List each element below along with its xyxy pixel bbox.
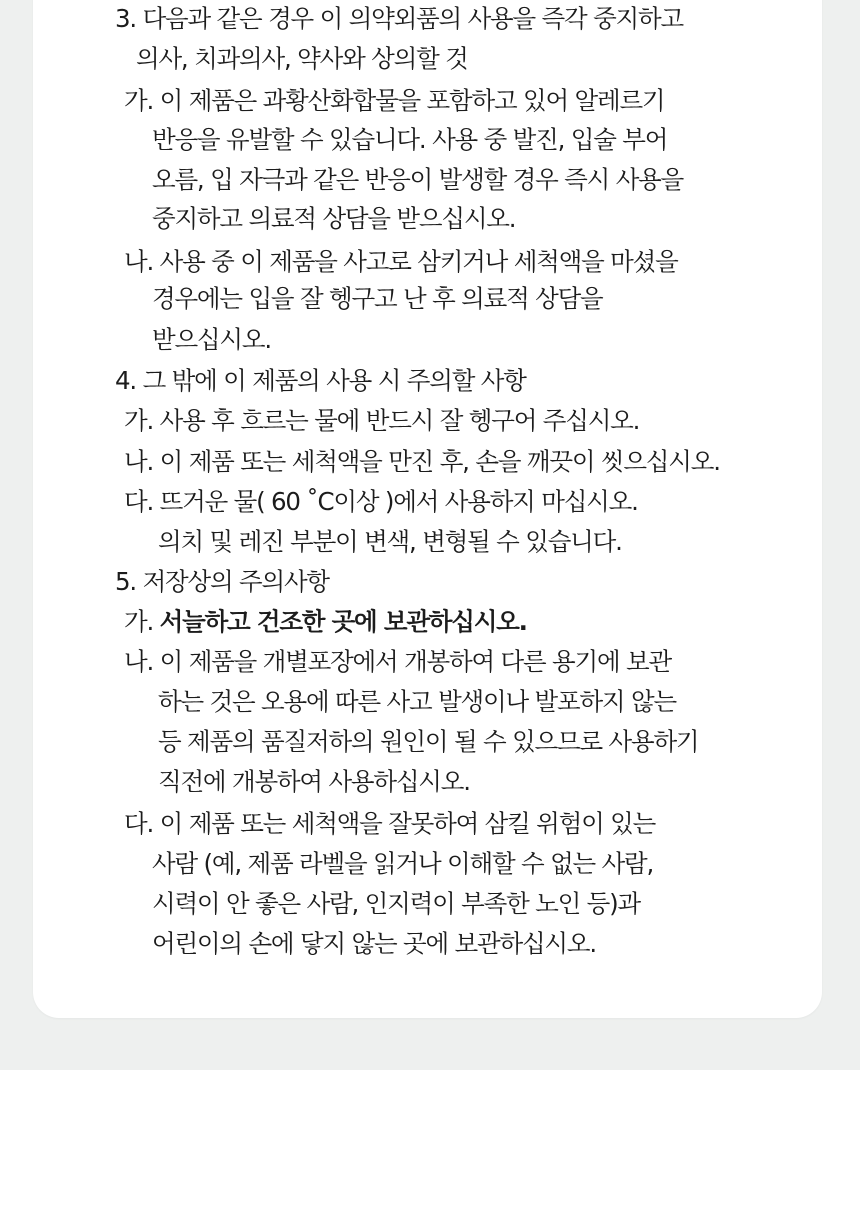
section-5-heading: 5. 저장상의 주의사항 <box>115 567 329 596</box>
section-5-item-da-line-1: 다. 이 제품 또는 세척액을 잘못하여 삼킬 위험이 있는 <box>124 809 656 838</box>
section-5-item-ga <box>124 607 527 637</box>
section-5-item-ga-marker: 가. <box>124 607 154 636</box>
section-4-heading: 4. 그 밖에 이 제품의 사용 시 주의할 사항 <box>115 366 526 395</box>
section-3-heading-line-2: 의사, 치과의사, 약사와 상의할 것 <box>136 44 468 73</box>
section-5-item-da-line-2: 사람 (예, 제품 라벨을 읽거나 이해할 수 없는 사람, <box>152 849 654 878</box>
section-4-item-da-line-1: 다. 뜨거운 물( 60 ˚C이상 )에서 사용하지 마십시오. <box>124 487 638 516</box>
section-4-item-na: 나. 이 제품 또는 세척액을 만진 후, 손을 깨끗이 씻으십시오. <box>124 447 720 476</box>
section-5-item-ga-bold-text: 서늘하고 건조한 곳에 보관하십시오. <box>159 607 527 636</box>
section-4-item-ga: 가. 사용 후 흐르는 물에 반드시 잘 헹구어 주십시오. <box>124 406 640 435</box>
section-3-item-ga-line-3: 오름, 입 자극과 같은 반응이 발생할 경우 즉시 사용을 <box>152 165 684 194</box>
section-5-item-na-line-3: 등 제품의 품질저하의 원인이 될 수 있으므로 사용하기 <box>158 727 699 756</box>
section-3-item-na-line-3: 받으십시오. <box>152 325 271 354</box>
section-3-item-na-line-2: 경우에는 입을 잘 헹구고 난 후 의료적 상담을 <box>152 284 603 313</box>
section-5-item-da-line-3: 시력이 안 좋은 사람, 인지력이 부족한 노인 등)과 <box>152 889 640 918</box>
section-4-item-da-line-2: 의치 및 레진 부분이 변색, 변형될 수 있습니다. <box>158 527 622 556</box>
section-3-item-ga-line-1: 가. 이 제품은 과황산화합물을 포함하고 있어 알레르기 <box>124 86 665 115</box>
section-3-item-na-line-1: 나. 사용 중 이 제품을 사고로 삼키거나 세척액을 마셨을 <box>124 247 678 276</box>
section-5-item-na-line-4: 직전에 개봉하여 사용하십시오. <box>158 767 470 796</box>
section-5-item-na-line-2: 하는 것은 오용에 따른 사고 발생이나 발포하지 않는 <box>158 687 676 716</box>
section-5-item-da-line-4: 어린이의 손에 닿지 않는 곳에 보관하십시오. <box>152 929 596 958</box>
section-3-heading-line-1: 3. 다음과 같은 경우 이 의약외품의 사용을 즉각 중지하고 <box>115 4 683 33</box>
section-3-item-ga-line-4: 중지하고 의료적 상담을 받으십시오. <box>152 204 516 233</box>
section-5-item-na-line-1: 나. 이 제품을 개별포장에서 개봉하여 다른 용기에 보관 <box>124 647 671 676</box>
section-3-item-ga-line-2: 반응을 유발할 수 있습니다. 사용 중 발진, 입술 부어 <box>152 125 668 154</box>
